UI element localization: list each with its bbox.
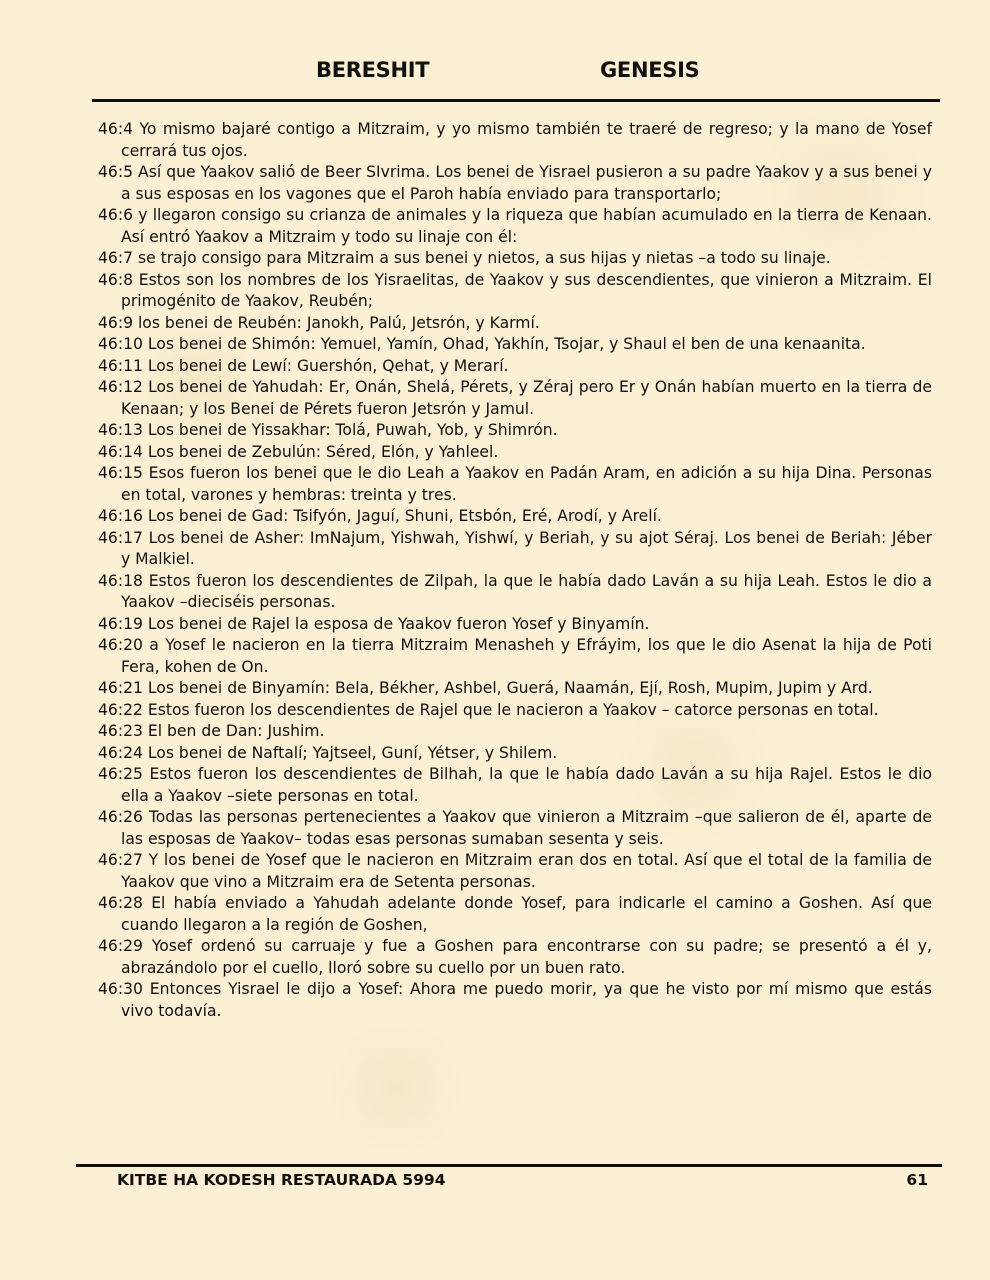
verse-list — [98, 119, 932, 1022]
footer-book-title: KITBE HA KODESH RESTAURADA 5994 — [117, 1171, 446, 1189]
verse: 46:14 Los benei de Zebulún: Séred, Elón, y Yahleel. — [98, 442, 499, 461]
verse: 46:26 Todas las personas pertenecientes a Yaakov que vinieron a Mitzraim –que salieron de él, aparte de las esposas de Yaakov– todas esas personas sumaban sesenta y seis. — [98, 808, 932, 848]
header-divider — [92, 99, 940, 102]
verse: 46:23 El ben de Dan: Jushim. — [98, 722, 325, 740]
verse: 46:6 y llegaron consigo su crianza de animales y la riqueza que habían acumulado en la tierra de Kenaan. Así entró Yaakov a Mitzraim y todo su linaje con él: — [98, 206, 932, 246]
verse: 46:22 Estos fueron los descendientes de Rajel que le nacieron a Yaakov – catorce personas en total. — [98, 700, 879, 719]
header-title-english: GENESIS — [600, 58, 700, 82]
verse: 46:18 Estos fueron los descendientes de Zilpah, la que le había dado Laván a su hija Leah. Estos le dio a Yaakov –dieciséis personas. — [98, 571, 932, 611]
verse: 46:17 Los benei de Asher: ImNajum, Yishwah, Yishwí, y Beriah, y su ajot Séraj. Los benei de Beriah: Jéber y Malkiel. — [98, 528, 932, 568]
verse: 46:15 Esos fueron los benei que le dio Leah a Yaakov en Padán Aram, en adición a su hija Dina. Personas en total, varones y hembras: treinta y tres. — [98, 464, 932, 504]
verse: 46:11 Los benei de Lewí: Guershón, Qehat, y Merarí. — [98, 356, 509, 375]
verse: 46:25 Estos fueron los descendientes de Bilhah, la que le había dado Laván a su hija Rajel. Estos le dio ella a Yaakov –siete personas en total. — [98, 765, 932, 805]
verse: 46:28 El había enviado a Yahudah adelante donde Yosef, para indicarle el camino a Goshen. Así que cuando llegaron a la región de Goshen, — [98, 894, 932, 934]
page-number: 61 — [906, 1171, 928, 1189]
verse: 46:8 Estos son los nombres de los Yisraelitas, de Yaakov y sus descendientes, que vinieron a Mitzraim. El primogénito de Yaakov, Reubén; — [98, 270, 932, 310]
verse: 46:10 Los benei de Shimón: Yemuel, Yamín, Ohad, Yakhín, Tsojar, y Shaul el ben de una kenaanita. — [98, 335, 866, 353]
verse: 46:21 Los benei de Binyamín: Bela, Békher, Ashbel, Guerá, Naamán, Ejí, Rosh, Mupim, Jupim y Ard. — [98, 679, 873, 697]
verse: 46:16 Los benei de Gad: Tsifyón, Jaguí, Shuni, Etsbón, Eré, Arodí, y Arelí. — [98, 507, 662, 525]
verse: 46:29 Yosef ordenó su carruaje y fue a Goshen para encontrarse con su padre; se presentó a él y, abrazándolo por el cuello, lloró sobre su cuello por un buen rato. — [98, 937, 932, 977]
verse: 46:13 Los benei de Yissakhar: Tolá, Puwah, Yob, y Shimrón. — [98, 421, 558, 439]
verse: 46:7 se trajo consigo para Mitzraim a sus benei y nietos, a sus hijas y nietas –a todo su linaje. — [98, 249, 831, 267]
verse: 46:27 Y los benei de Yosef que le nacieron en Mitzraim eran dos en total. Así que el total de la familia de Yaakov que vino a Mitzraim era de Setenta personas. — [98, 851, 932, 891]
verse: 46:12 Los benei de Yahudah: Er, Onán, Shelá, Pérets, y Zéraj pero Er y Onán habían muerto en la tierra de Kenaan; y los Benei de Pérets fueron Jetsrón y Jamul. — [98, 378, 932, 418]
verse: 46:9 los benei de Reubén: Janokh, Palú, Jetsrón, y Karmí. — [98, 313, 540, 332]
footer-divider — [76, 1164, 942, 1167]
verse: 46:20 a Yosef le nacieron en la tierra Mitzraim Menasheh y Efráyim, los que le dio Asenat la hija de Poti Fera, kohen de On. — [98, 636, 932, 676]
header-title-hebrew: BERESHIT — [316, 58, 430, 82]
verse: 46:24 Los benei de Naftalí; Yajtseel, Guní, Yétser, y Shilem. — [98, 743, 558, 762]
verse: 46:5 Así que Yaakov salió de Beer SIvrima. Los benei de Yisrael pusieron a su padre Yaakov y a sus benei y a sus esposas en los vagones que el Paroh había enviado para transportarlo; — [98, 163, 932, 203]
verse: 46:4 Yo mismo bajaré contigo a Mitzraim, y yo mismo también te traeré de regreso; y la mano de Yosef cerrará tus ojos. — [98, 120, 932, 160]
verse: 46:30 Entonces Yisrael le dijo a Yosef: Ahora me puedo morir, ya que he visto por mí mismo que estás vivo todavía. — [98, 980, 932, 1020]
page-header — [0, 58, 990, 92]
verse: 46:19 Los benei de Rajel la esposa de Yaakov fueron Yosef y Binyamín. — [98, 614, 650, 633]
